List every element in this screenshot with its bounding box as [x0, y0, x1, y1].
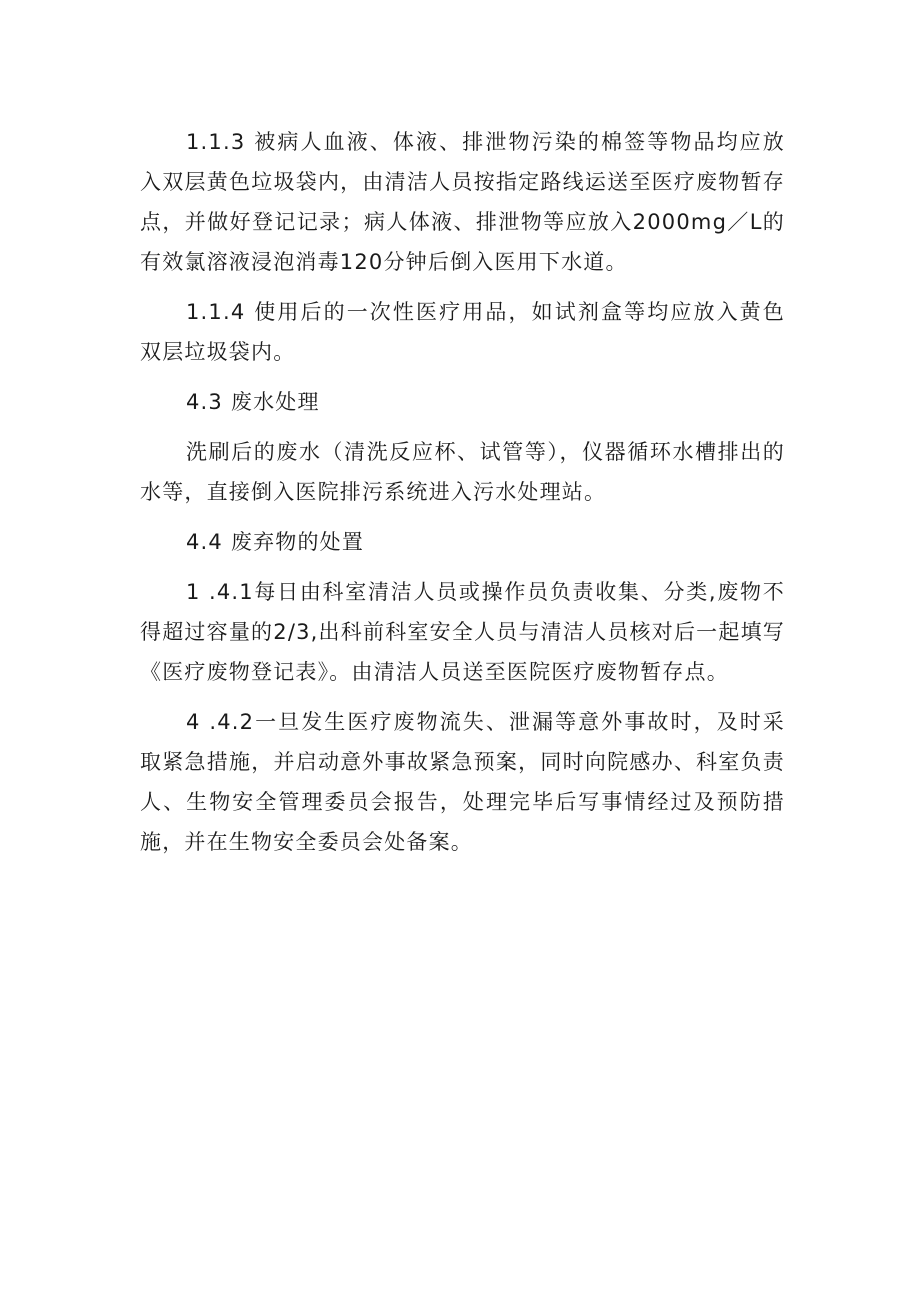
document-body [140, 122, 785, 872]
section-heading-4-4: 4.4 废弃物的处置 [186, 530, 365, 554]
paragraph-4-4-1: 1 .4.1每日由科室清洁人员或操作员负责收集、分类,废物不得超过容量的2/3,出科前科室安全人员与清洁人员核对后一起填写《医疗废物登记表》。由清洁人员送至医院医疗废物暂存点。 [140, 580, 785, 684]
paragraph-4-4-2: 4 .4.2一旦发生医疗废物流失、泄漏等意外事故时，及时采取紧急措施，并启动意外事故紧急预案，同时向院感办、科室负责人、生物安全管理委员会报告，处理完毕后写事情经过及预防措施，并在生物安全委员会处备案。 [140, 710, 785, 854]
paragraph-1-1-3: 1.1.3 被病人血液、体液、排泄物污染的棉签等物品均应放入双层黄色垃圾袋内，由清洁人员按指定路线运送至医疗废物暂存点，并做好登记记录；病人体液、排泄物等应放入2000mg／L的有效氯溶液浸泡消毒120分钟后倒入医用下水道。 [140, 130, 785, 274]
paragraph-1-1-4: 1.1.4 使用后的一次性医疗用品，如试剂盒等均应放入黄色双层垃圾袋内。 [140, 300, 785, 364]
section-heading-4-3: 4.3 废水处理 [186, 390, 320, 414]
paragraph-wastewater: 洗刷后的废水（清洗反应杯、试管等），仪器循环水槽排出的水等，直接倒入医院排污系统进入污水处理站。 [140, 440, 785, 504]
